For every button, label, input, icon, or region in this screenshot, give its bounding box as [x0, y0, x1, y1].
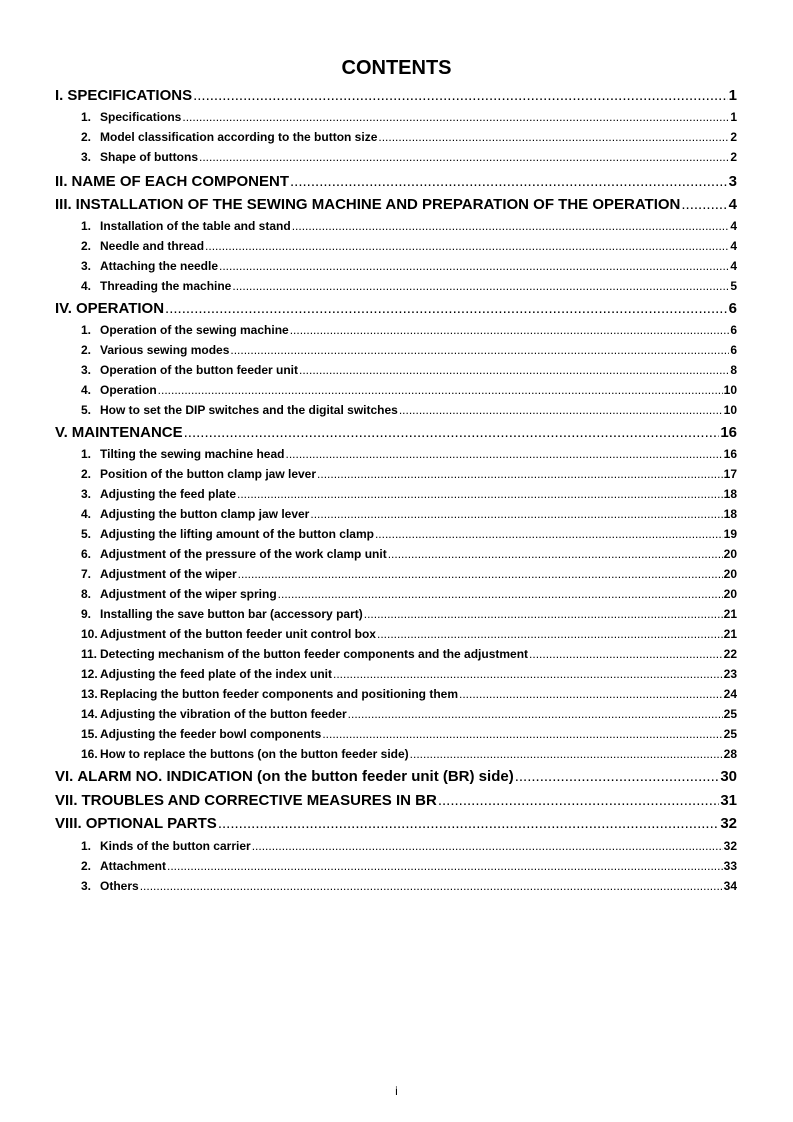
toc-entry-number: 4.: [81, 507, 92, 521]
toc-leader-dots: [158, 382, 723, 398]
toc-entry-number: 4.: [81, 383, 92, 397]
toc-entry-number: V.: [55, 424, 68, 441]
page-title: CONTENTS: [341, 57, 452, 79]
toc-leader-dots: [317, 466, 723, 482]
toc-leader-dots: [219, 258, 729, 274]
toc-entry-label: ALARM NO. INDICATION (on the button feeder unit (BR) side): [77, 768, 514, 785]
toc-entry-label: Adjustment of the wiper spring: [100, 587, 277, 601]
toc-leader-dots: [333, 666, 723, 682]
toc-entry-page: 25: [723, 707, 737, 721]
toc-entry-label: Replacing the button feeder components and positioning them: [100, 687, 459, 701]
toc-entry-page: 19: [723, 527, 737, 541]
toc-leader-dots: [322, 726, 722, 742]
toc-section-entry[interactable]: [55, 423, 737, 443]
toc-entry-page: 8: [730, 363, 737, 377]
toc-entry-page: 1: [728, 87, 737, 104]
toc-leader-dots: [252, 838, 723, 854]
toc-entry-number: VIII.: [55, 815, 82, 832]
toc-entry-page: 4: [730, 219, 737, 233]
toc-leader-dots: [205, 238, 729, 254]
toc-subsection-entry[interactable]: [81, 566, 737, 582]
toc-entry-page: 6: [728, 300, 737, 317]
toc-leader-dots: [218, 814, 720, 834]
toc-entry-label: Kinds of the button carrier: [100, 839, 251, 853]
toc-entry-label: Adjustment of the wiper: [100, 567, 237, 581]
toc-subsection-entry[interactable]: [81, 878, 737, 894]
toc-subsection-entry[interactable]: [81, 858, 737, 874]
toc-leader-dots: [238, 566, 723, 582]
toc-subsection-entry[interactable]: [81, 506, 737, 522]
toc-entry-number: 2.: [81, 343, 92, 357]
toc-entry-label: Installing the save button bar (accessory part): [100, 607, 363, 621]
toc-subsection-entry[interactable]: [81, 258, 737, 274]
toc-leader-dots: [529, 646, 723, 662]
toc-subsection-entry[interactable]: [81, 838, 737, 854]
toc-leader-dots: [375, 526, 723, 542]
toc-entry-label: Others: [100, 879, 139, 893]
toc-subsection-entry[interactable]: [81, 626, 737, 642]
toc-entry-label: Attachment: [100, 859, 167, 873]
toc-entry-page: 6: [730, 343, 737, 357]
toc-entry-label: Threading the machine: [100, 279, 232, 293]
toc-leader-dots: [299, 362, 729, 378]
page-number: i: [395, 1084, 398, 1098]
toc-entry-label: INSTALLATION OF THE SEWING MACHINE AND PREPARATION OF THE OPERATION: [75, 196, 681, 213]
toc-subsection-entry[interactable]: [81, 606, 737, 622]
toc-section-entry[interactable]: [55, 299, 737, 319]
toc-leader-dots: [184, 423, 720, 443]
toc-entry-page: 10: [723, 403, 737, 417]
toc-entry-number: 12.: [81, 667, 98, 681]
toc-leader-dots: [290, 322, 730, 338]
toc-section-entry[interactable]: [55, 791, 737, 811]
toc-entry-page: 2: [730, 130, 737, 144]
toc-entry-number: 1.: [81, 839, 92, 853]
toc-entry-number: 2.: [81, 239, 92, 253]
toc-entry-number: 3.: [81, 259, 92, 273]
toc-entry-label: How to replace the buttons (on the button feeder side): [100, 747, 409, 761]
toc-subsection-entry[interactable]: [81, 322, 737, 338]
toc-entry-label: Position of the button clamp jaw lever: [100, 467, 317, 481]
toc-entry-number: 7.: [81, 567, 92, 581]
toc-entry-page: 18: [723, 507, 737, 521]
toc-leader-dots: [348, 706, 723, 722]
toc-entry-label: Detecting mechanism of the button feeder components and the adjustment: [100, 647, 529, 661]
toc-entry-number: III.: [55, 196, 72, 213]
toc-entry-page: 20: [723, 567, 737, 581]
toc-leader-dots: [199, 149, 729, 165]
toc-subsection-entry[interactable]: [81, 109, 737, 125]
toc-section-entry[interactable]: [55, 195, 737, 215]
toc-entry-label: Specifications: [100, 110, 182, 124]
toc-entry-number: VI.: [55, 768, 74, 785]
toc-subsection-entry[interactable]: [81, 646, 737, 662]
toc-subsection-entry[interactable]: [81, 362, 737, 378]
toc-entry-page: 32: [723, 839, 737, 853]
toc-entry-page: 25: [723, 727, 737, 741]
toc-leader-dots: [230, 342, 729, 358]
toc-entry-label: Adjusting the feeder bowl components: [100, 727, 322, 741]
toc-entry-number: I.: [55, 87, 64, 104]
toc-entry-page: 4: [728, 196, 737, 213]
toc-section-entry[interactable]: [55, 86, 737, 106]
toc-leader-dots: [290, 172, 728, 192]
toc-leader-dots: [364, 606, 723, 622]
toc-entry-label: NAME OF EACH COMPONENT: [71, 173, 290, 190]
toc-entry-page: 20: [723, 547, 737, 561]
toc-entry-label: Adjusting the button clamp jaw lever: [100, 507, 310, 521]
toc-entry-label: Shape of buttons: [100, 150, 198, 164]
toc-leader-dots: [278, 586, 723, 602]
toc-entry-number: 9.: [81, 607, 92, 621]
toc-entry-number: 5.: [81, 527, 92, 541]
toc-leader-dots: [459, 686, 723, 702]
toc-section-entry[interactable]: [55, 814, 737, 834]
toc-entry-label: Operation of the sewing machine: [100, 323, 289, 337]
toc-entry-page: 16: [720, 424, 737, 441]
toc-entry-label: Operation of the button feeder unit: [100, 363, 298, 377]
toc-subsection-entry[interactable]: [81, 278, 737, 294]
toc-leader-dots: [285, 446, 722, 462]
toc-entry-number: 4.: [81, 279, 92, 293]
toc-entry-page: 34: [723, 879, 737, 893]
toc-subsection-entry[interactable]: [81, 686, 737, 702]
toc-entry-page: 32: [720, 815, 737, 832]
toc-leader-dots: [310, 506, 722, 522]
toc-subsection-entry[interactable]: [81, 726, 737, 742]
toc-entry-label: Operation: [100, 383, 157, 397]
toc-entry-label: Attaching the needle: [100, 259, 219, 273]
toc-entry-number: 2.: [81, 467, 92, 481]
toc-leader-dots: [681, 195, 727, 215]
toc-entry-number: 3.: [81, 363, 92, 377]
toc-leader-dots: [399, 402, 723, 418]
toc-entry-number: 5.: [81, 403, 92, 417]
toc-leader-dots: [515, 767, 720, 787]
toc-subsection-entry[interactable]: [81, 238, 737, 254]
toc-subsection-entry[interactable]: [81, 486, 737, 502]
toc-subsection-entry[interactable]: [81, 149, 737, 165]
toc-entry-label: Adjustment of the button feeder unit control box: [100, 627, 376, 641]
toc-entry-page: 5: [730, 279, 737, 293]
toc-subsection-entry[interactable]: [81, 466, 737, 482]
toc-section-entry[interactable]: [55, 172, 737, 192]
toc-entry-number: 11.: [81, 647, 98, 661]
toc-entry-label: Installation of the table and stand: [100, 219, 291, 233]
toc-entry-page: 24: [723, 687, 737, 701]
toc-subsection-entry[interactable]: [81, 342, 737, 358]
toc-entry-page: 23: [723, 667, 737, 681]
toc-entry-page: 16: [723, 447, 737, 461]
toc-entry-number: 8.: [81, 587, 92, 601]
toc-entry-page: 1: [730, 110, 737, 124]
toc-entry-number: 2.: [81, 130, 92, 144]
toc-subsection-entry[interactable]: [81, 218, 737, 234]
toc-entry-label: Adjusting the vibration of the button feeder: [100, 707, 347, 721]
toc-entry-page: 18: [723, 487, 737, 501]
toc-entry-page: 33: [723, 859, 737, 873]
toc-subsection-entry[interactable]: [81, 402, 737, 418]
toc-entry-number: 15.: [81, 727, 98, 741]
toc-leader-dots: [237, 486, 723, 502]
toc-entry-number: 1.: [81, 447, 92, 461]
toc-subsection-entry[interactable]: [81, 586, 737, 602]
toc-subsection-entry[interactable]: [81, 382, 737, 398]
toc-entry-page: 6: [730, 323, 737, 337]
toc-entry-label: How to set the DIP switches and the digital switches: [100, 403, 398, 417]
toc-entry-label: OPERATION: [75, 300, 165, 317]
toc-entry-number: 3.: [81, 879, 92, 893]
toc-leader-dots: [182, 109, 729, 125]
toc-subsection-entry[interactable]: [81, 666, 737, 682]
toc-leader-dots: [165, 299, 728, 319]
toc-entry-page: 17: [723, 467, 737, 481]
toc-entry-page: 21: [723, 627, 737, 641]
toc-entry-label: Adjusting the lifting amount of the button clamp: [100, 527, 374, 541]
toc-entry-number: 13.: [81, 687, 98, 701]
toc-entry-label: Adjusting the feed plate: [100, 487, 237, 501]
toc-entry-label: Model classification according to the button size: [100, 130, 378, 144]
toc-entry-page: 28: [723, 747, 737, 761]
toc-entry-page: 21: [723, 607, 737, 621]
toc-entry-number: IV.: [55, 300, 72, 317]
toc-leader-dots: [378, 129, 729, 145]
toc-entry-label: Tilting the sewing machine head: [100, 447, 285, 461]
toc-leader-dots: [167, 858, 723, 874]
toc-entry-label: Various sewing modes: [100, 343, 230, 357]
toc-leader-dots: [410, 746, 723, 762]
toc-entry-number: 2.: [81, 859, 92, 873]
toc-leader-dots: [292, 218, 730, 234]
toc-entry-number: 1.: [81, 323, 92, 337]
toc-entry-number: 1.: [81, 110, 92, 124]
toc-entry-page: 22: [723, 647, 737, 661]
toc-entry-number: VII.: [55, 792, 78, 809]
toc-subsection-entry[interactable]: [81, 746, 737, 762]
toc-leader-dots: [193, 86, 728, 106]
toc-entry-page: 4: [730, 239, 737, 253]
toc-entry-page: 2: [730, 150, 737, 164]
toc-entry-page: 31: [720, 792, 737, 809]
toc-entry-label: Adjusting the feed plate of the index unit: [100, 667, 333, 681]
toc-entry-number: II.: [55, 173, 68, 190]
toc-entry-label: OPTIONAL PARTS: [85, 815, 217, 832]
toc-entry-label: Adjustment of the pressure of the work clamp unit: [100, 547, 387, 561]
toc-section-entry[interactable]: [55, 767, 737, 787]
toc-leader-dots: [140, 878, 723, 894]
toc-entry-number: 14.: [81, 707, 98, 721]
toc-leader-dots: [377, 626, 723, 642]
toc-entry-label: Needle and thread: [100, 239, 205, 253]
toc-leader-dots: [438, 791, 719, 811]
toc-entry-label: SPECIFICATIONS: [67, 87, 193, 104]
toc-entry-page: 10: [723, 383, 737, 397]
toc-entry-number: 6.: [81, 547, 92, 561]
toc-subsection-entry[interactable]: [81, 546, 737, 562]
toc-entry-number: 3.: [81, 487, 92, 501]
toc-entry-page: 3: [728, 173, 737, 190]
toc-entry-page: 4: [730, 259, 737, 273]
toc-leader-dots: [232, 278, 729, 294]
toc-subsection-entry[interactable]: [81, 526, 737, 542]
toc-entry-number: 3.: [81, 150, 92, 164]
toc-entry-page: 30: [720, 768, 737, 785]
toc-subsection-entry[interactable]: [81, 129, 737, 145]
toc-entry-number: 1.: [81, 219, 92, 233]
toc-subsection-entry[interactable]: [81, 446, 737, 462]
toc-entry-label: TROUBLES AND CORRECTIVE MEASURES IN BR: [81, 792, 437, 809]
toc-entry-page: 20: [723, 587, 737, 601]
toc-entry-label: MAINTENANCE: [71, 424, 183, 441]
toc-leader-dots: [388, 546, 723, 562]
toc-subsection-entry[interactable]: [81, 706, 737, 722]
toc-entry-number: 10.: [81, 627, 98, 641]
toc-entry-number: 16.: [81, 747, 98, 761]
